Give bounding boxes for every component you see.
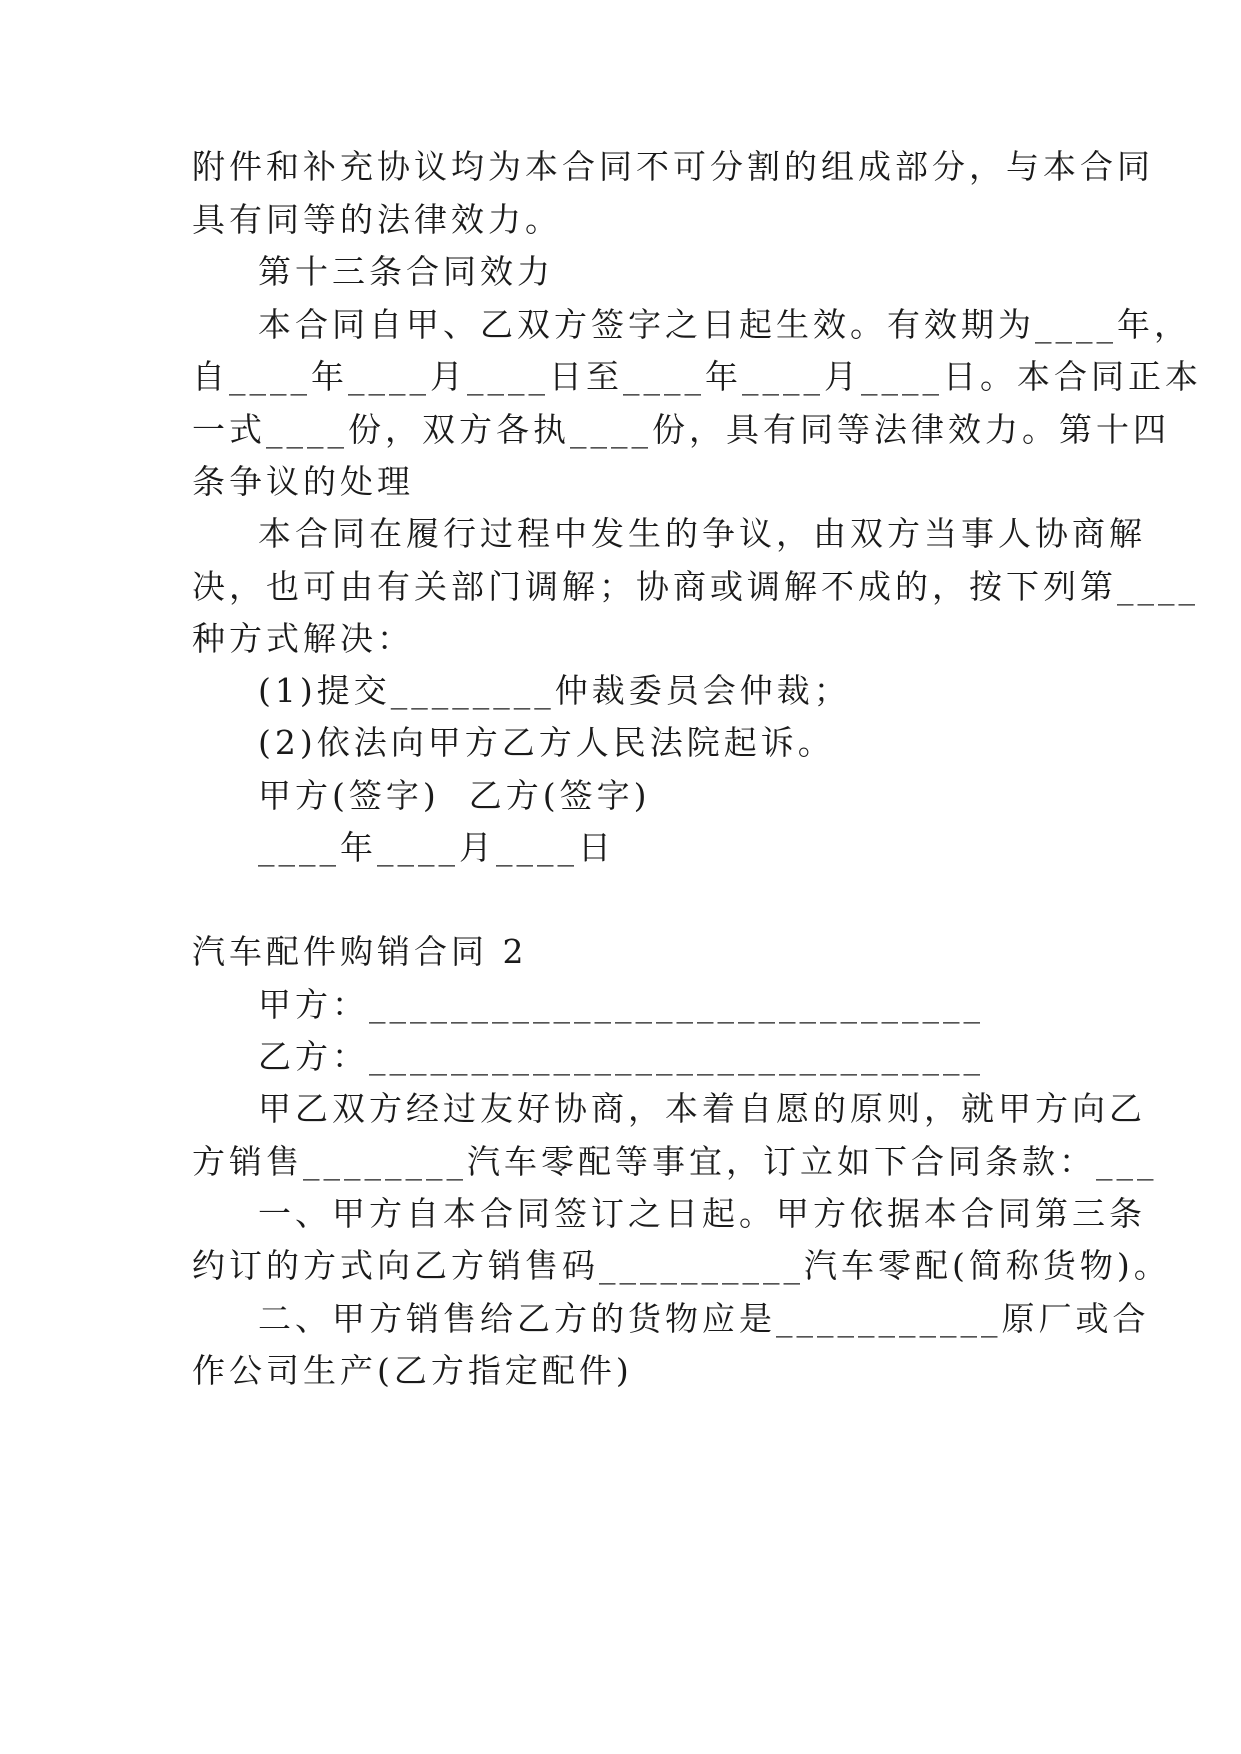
paragraph-line: 一式____份，双方各执____份，具有同等法律效力。第十四 bbox=[192, 410, 1170, 449]
party-b-line: 乙方：______________________________ bbox=[258, 1037, 984, 1076]
paragraph-line: 作公司生产(乙方指定配件) bbox=[192, 1351, 633, 1390]
paragraph-line: 本合同在履行过程中发生的争议，由双方当事人协商解 bbox=[258, 514, 1146, 553]
paragraph-line: 种方式解决： bbox=[192, 619, 414, 658]
list-item: (1)提交________仲裁委员会仲裁； bbox=[258, 671, 851, 710]
section-heading: 第十三条合同效力 bbox=[258, 252, 554, 291]
paragraph-line: 本合同自甲、乙双方签字之日起生效。有效期为____年， bbox=[258, 305, 1191, 344]
date-line: ____年____月____日 bbox=[258, 828, 615, 867]
paragraph-line: 二、甲方销售给乙方的货物应是___________原厂或合 bbox=[258, 1299, 1150, 1338]
list-item: (2)依法向甲方乙方人民法院起诉。 bbox=[258, 723, 835, 762]
paragraph-line: 甲乙双方经过友好协商，本着自愿的原则，就甲方向乙 bbox=[258, 1089, 1146, 1128]
contract-title: 汽车配件购销合同 2 bbox=[192, 932, 528, 971]
signature-line: 甲方(签字) 乙方(签字) bbox=[258, 776, 651, 815]
paragraph-line: 一、甲方自本合同签订之日起。甲方依据本合同第三条 bbox=[258, 1194, 1146, 1233]
paragraph-line: 约订的方式向乙方销售码__________汽车零配(简称货物)。 bbox=[192, 1246, 1171, 1285]
paragraph-line: 具有同等的法律效力。 bbox=[192, 200, 562, 239]
paragraph-line: 自____年____月____日至____年____月____日。本合同正本 bbox=[192, 357, 1202, 396]
party-a-line: 甲方：______________________________ bbox=[258, 985, 984, 1024]
paragraph-line: 条争议的处理 bbox=[192, 462, 414, 501]
paragraph-line: 附件和补充协议均为本合同不可分割的组成部分，与本合同 bbox=[192, 147, 1154, 186]
paragraph-line: 决，也可由有关部门调解；协商或调解不成的，按下列第____ bbox=[192, 567, 1199, 606]
paragraph-line: 方销售________汽车零配等事宜，订立如下合同条款：___ bbox=[192, 1142, 1158, 1181]
